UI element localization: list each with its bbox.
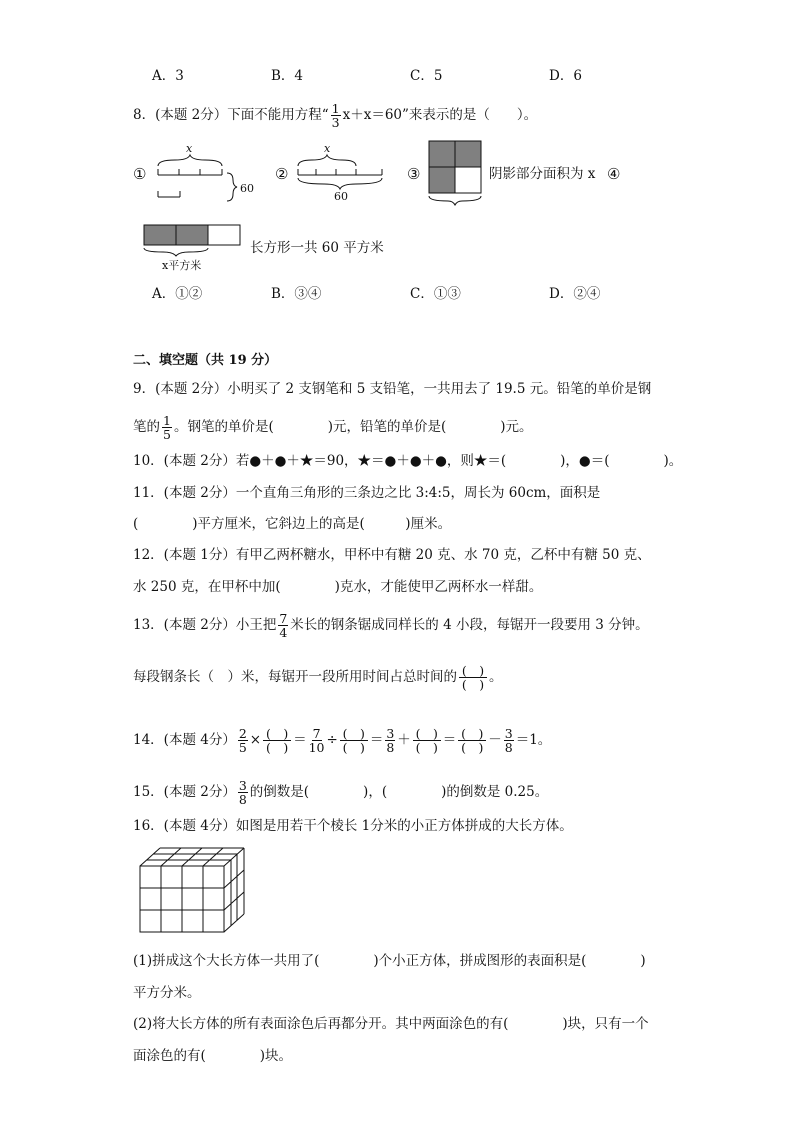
q8-fig2-mark: ② bbox=[275, 165, 289, 183]
q7-option-b: B．4 bbox=[271, 68, 304, 84]
q12-line2: 水 250 克，在甲杯中加( )克水，才能使甲乙两杯水一样甜。 bbox=[133, 579, 543, 595]
q14-frac-2-5: $\frac{2}{5}$ bbox=[238, 726, 247, 755]
q15-fraction: $\frac{3}{8}$ bbox=[238, 778, 247, 807]
q8-fig3-mark: ③ bbox=[407, 165, 421, 183]
q13-line1: 13．(本题 2分）小王把 $\frac{7}{4}$ 米长的钢条锯成同样长的 4 小段，每锯开一段要用 3 分钟。 bbox=[133, 611, 649, 640]
q10-line: 10．(本题 2分）若●＋●＋★＝90，★＝●＋●＋●，则★＝( )，●＝( )。 bbox=[133, 453, 683, 469]
q8-fraction: $\frac{1}{3}$ bbox=[331, 101, 340, 130]
q8-option-d: D．②④ bbox=[549, 286, 601, 302]
q16-sub2-line1: (2)将大长方体的所有表面涂色后再都分开。其中两面涂色的有( )块，只有一个 bbox=[133, 1016, 649, 1032]
q8-stem bbox=[133, 102, 537, 129]
q14-line: 14．(本题 4分） $\frac{2}{5}$ × $\frac{( )}{( )}$ ＝ $\frac{7}{10}$ ÷ $\frac{( )}{( )}$ ＝ $\frac{3}{8}$ ＋ $\frac{( )}{( )}$ ＝ $\frac{( )}{( )}$ － $\frac{3}{8}$ ＝1。 bbox=[133, 726, 552, 755]
q11-line2: ( )平方厘米，它斜边上的高是( )厘米。 bbox=[133, 516, 452, 532]
q14-blank-frac-4: $\frac{( )}{( )}$ bbox=[458, 727, 486, 754]
q8-stem-pre: 8．(本题 2分）下面不能用方程“ bbox=[133, 107, 329, 123]
q8-fig1-mark: ① bbox=[133, 165, 147, 183]
q8-fig2-top-label: x bbox=[324, 142, 331, 155]
q14-frac-7-10: $\frac{7}{10}$ bbox=[308, 726, 325, 755]
q8-fig1-diagram bbox=[155, 145, 265, 210]
q9-fraction: $\frac{1}{5}$ bbox=[163, 413, 171, 442]
q15-line: 15．(本题 2分） $\frac{3}{8}$ 的倒数是( )，( )的倒数是 0.25。 bbox=[133, 778, 549, 807]
q9-line1: 9．(本题 2分）小明买了 2 支钢笔和 5 支铅笔，一共用去了 19.5 元。铅笔的单价是钢 bbox=[133, 381, 652, 397]
q8-fig3-diagram bbox=[428, 140, 488, 208]
q8-fig3-caption: 阴影部分面积为 x bbox=[489, 166, 596, 182]
q16-stem: 16．(本题 4分）如图是用若干个棱长 1分米的小正方体拼成的大长方体。 bbox=[133, 818, 573, 834]
q11-line1: 11．(本题 2分）一个直角三角形的三条边之比 3:4:5，周长为 60cm，面积是 bbox=[133, 485, 601, 501]
q8-fig1-top-label: x bbox=[186, 142, 193, 155]
q12-line1: 12．(本题 1分）有甲乙两杯糖水，甲杯中有糖 20 克、水 70 克，乙杯中有糖 50 克、 bbox=[133, 547, 651, 563]
q7-option-c: C．5 bbox=[410, 68, 443, 84]
q8-fig4-diagram bbox=[143, 224, 253, 259]
q16-cuboid-figure bbox=[139, 846, 249, 936]
section-title: 二、填空题（共 19 分） bbox=[133, 353, 278, 368]
q9-line2: 笔的 $\frac{1}{5}$ 。钢笔的单价是( )元，铅笔的单价是( )元。 bbox=[133, 413, 533, 442]
q14-blank-frac-1: $\frac{( )}{( )}$ bbox=[263, 727, 291, 754]
q16-sub1-line2: 平方分米。 bbox=[133, 985, 201, 1001]
q13-blank-fraction: $\frac{( )}{( )}$ bbox=[459, 664, 487, 691]
q14-blank-frac-2: $\frac{( )}{( )}$ bbox=[340, 727, 368, 754]
q8-fig2-bottom-label: 60 bbox=[334, 190, 348, 203]
q8-fig4-mark: ④ bbox=[607, 165, 621, 183]
q8-option-a: A．①② bbox=[152, 286, 203, 302]
q7-option-d: D．6 bbox=[549, 68, 582, 84]
q13-line2: 每段钢条长（ ）米，每锯开一段所用时间占总时间的 $\frac{( )}{( )}$ 。 bbox=[133, 663, 503, 692]
q8-fig4-caption: 长方形一共 60 平方米 bbox=[250, 240, 384, 256]
q8-option-c: C．①③ bbox=[410, 286, 461, 302]
q16-sub1-line1: (1)拼成这个大长方体一共用了( )个小正方体，拼成图形的表面积是( ) bbox=[133, 953, 646, 969]
q8-fig4-bottom-label: x平方米 bbox=[162, 259, 202, 272]
q8-fig1-side-label: 60 bbox=[240, 182, 254, 195]
q13-fraction: $\frac{7}{4}$ bbox=[279, 611, 288, 640]
q8-option-b: B．③④ bbox=[271, 286, 322, 302]
q16-sub2-line2: 面涂色的有( )块。 bbox=[133, 1048, 293, 1064]
q8-stem-post: x＋x＝60”来表示的是（ ）。 bbox=[342, 107, 538, 123]
q14-frac-3-8-b: $\frac{3}{8}$ bbox=[504, 726, 513, 755]
q14-frac-3-8: $\frac{3}{8}$ bbox=[386, 726, 395, 755]
q7-option-a: A．3 bbox=[152, 68, 184, 84]
q14-blank-frac-3: $\frac{( )}{( )}$ bbox=[413, 727, 441, 754]
